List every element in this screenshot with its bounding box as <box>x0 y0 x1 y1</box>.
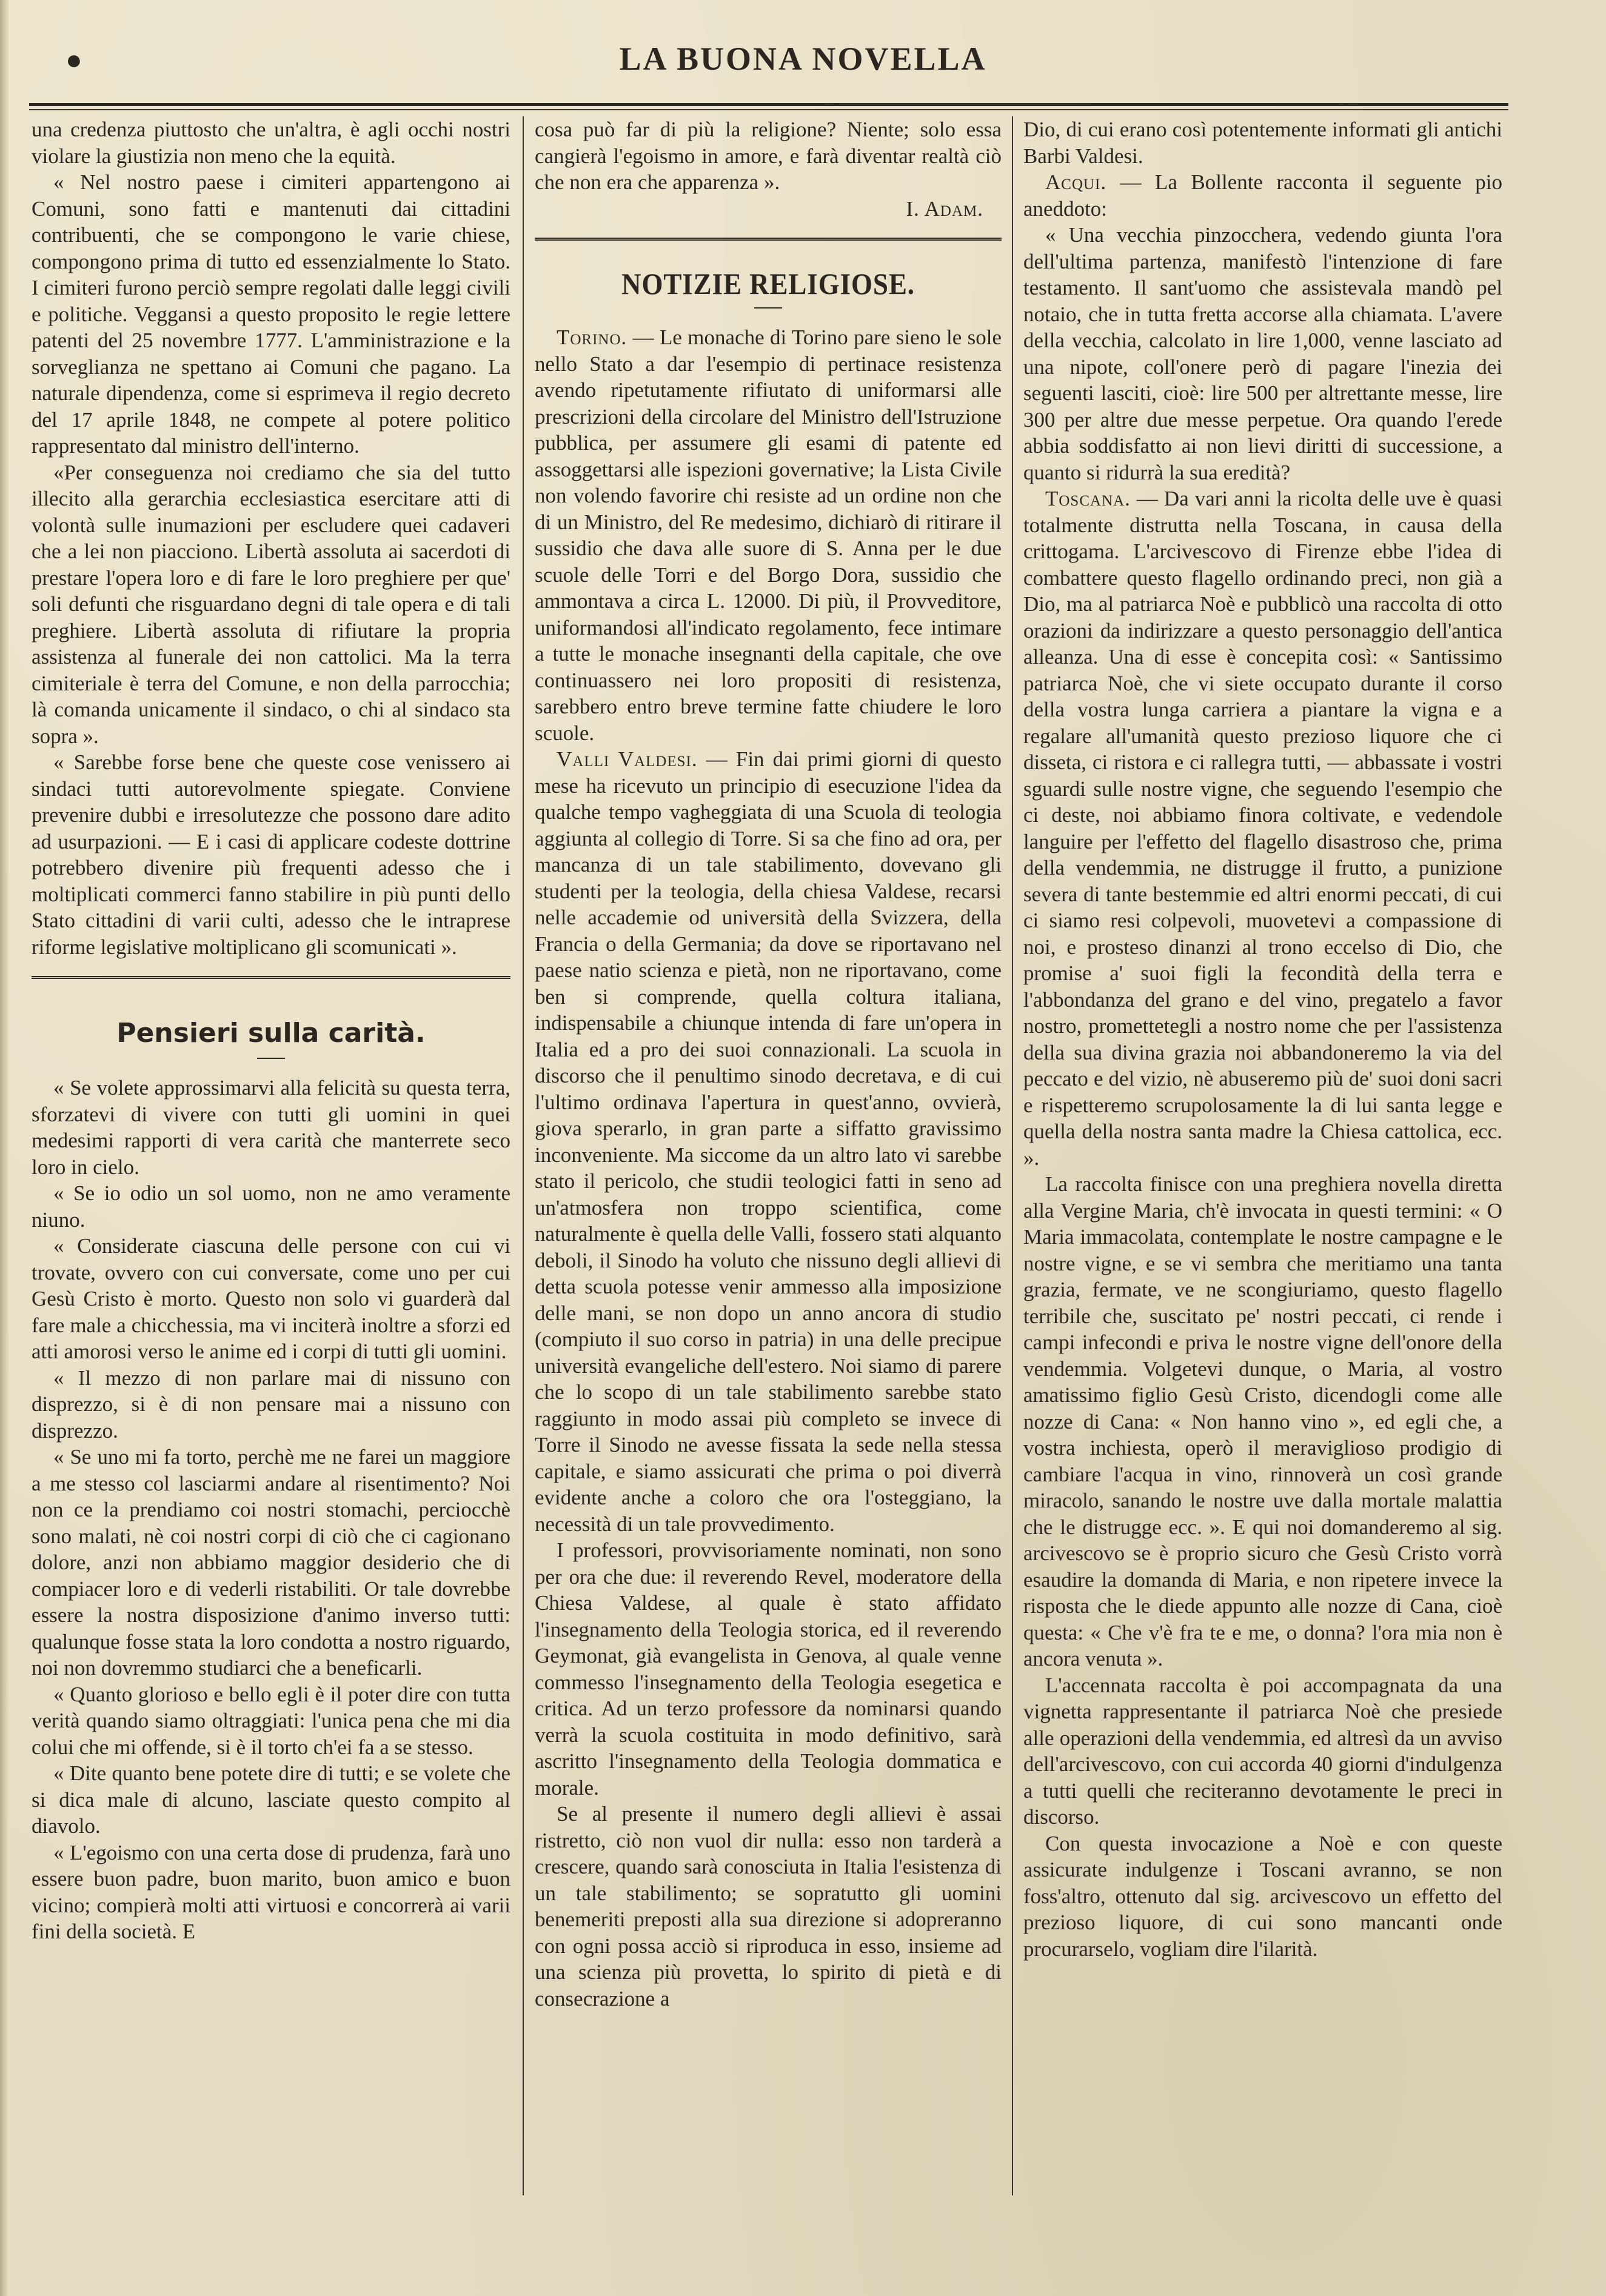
paragraph: « Se uno mi fa torto, perchè me ne farei un maggiore a me stesso col lasciarmi andare al risentimento? Noi non ce la prendiamo coi nostri stomachi, perciocchè sono malati, nè coi nostri corpi di ciò che ci cagionano dolore, anzi non abbiamo maggior desiderio che di compiacer loro e di vederli ristabiliti. Or tale dovrebbe essere la nostra disposizione d'animo inverso tutti: qualunque fosse stata la loro condotta a nostro riguardo, noi non dovremmo studiarci che a beneficarli. <box>32 1445 510 1680</box>
page-edge <box>0 0 8 2296</box>
paragraph: « Considerate ciascuna delle persone con cui vi trovate, ovvero con cui conversate, come uno per cui Gesù Cristo è morto. Questo non solo vi guarderà dal fare male a chicchessia, ma vi inciterà inoltre a sforzi ed atti amorosi verso le anime ed i corpi di tutti gli uomini. <box>32 1234 510 1363</box>
masthead-rule <box>29 103 1508 106</box>
paragraph: « Se volete approssimarvi alla felicità su questa terra, sforzatevi di vivere con tutti gli uomini in quei medesimi rapporti di vera carità che manterrete seco loro in cielo. <box>32 1076 510 1179</box>
item-text: — Fin dai primi giorni di questo mese ha ricevuto un principio di esecuzione l'idea da qualche tempo vagheggiata di una Scuola di teologia aggiunta al collegio di Torre. Si sa che fino ad ora, per mancanza di un tale stabilimento, dovevano gli studenti per la teologia, della chiesa Valdese, recarsi nelle accademie od università della Svizzera, della Francia o della Germania; da dove se riportavano nel paese natio scienza e pietà, non ne riportavano, come ben si comprende, quella coltura italiana, indispensabile a chiunque intenda di fare un'opera in Italia ed a pro dei suoi connazionali. La scuola in discorso che il penultimo sinodo decretava, e di cui l'ultimo ordinava l'apertura in quest'anno, ovvierà, giova sperarlo, in gran parte a siffatto gravissimo inconveniente. Ma siccome da un altro lato vi sarebbe stato il pericolo, che studii teologici fatti in seno ad un'atmosfera non troppo scientifica, come naturalmente è quella delle Valli, fossero stati alquanto deboli, il Sinodo ha voluto che nissuno degli allievi di detta scuola potesse venir ammesso alla imposizione delle mani, se non dopo un anno ancora di studio (compiuto il suo corso in patria) in una delle precipue università evangeliche dell'estero. Noi siamo di parere che lo scopo di un tale stabilimento sarebbe stato raggiunto in modo assai più completo se invece di Torre il Sinodo ne avesse fissata la sede nella stessa capitale, e siamo assicurati che prima o poi diverrà evidente anche a coloro che ora l'osteggiano, la necessità di un tale provvedimento. <box>535 747 1002 1536</box>
masthead-rule-thin <box>29 109 1508 110</box>
signature: I. Adam. <box>906 196 983 221</box>
paragraph: « Quanto glorioso e bello egli è il poter dire con tutta verità quando siamo oltraggiati: l'unica pena che mi dia colui che mi offende, si è il torto ch'ei fa a se stesso. <box>32 1682 510 1759</box>
masthead-title: LA BUONA NOVELLA <box>619 41 987 77</box>
paragraph: una credenza piuttosto che un'altra, è agli occhi nostri violare la giustizia non meno che la equità. <box>32 118 510 168</box>
news-item-valli-valdesi <box>535 746 1002 1537</box>
paragraph: Dio, di cui erano così potentemente informati gli antichi Barbi Valdesi. <box>1023 118 1502 168</box>
paragraph: cosa può far di più la religione? Niente; solo essa cangierà l'egoismo in amore, e farà diventar realtà ciò che non era che apparenza ». <box>535 118 1002 194</box>
news-item-acqui <box>1023 169 1502 222</box>
section-heading: NOTIZIE RELIGIOSE. <box>621 267 915 301</box>
page-dot: ● <box>65 44 82 75</box>
paragraph: « Se io odio un sol uomo, non ne amo veramente niuno. <box>32 1181 510 1232</box>
paragraph: Con questa invocazione a Noè e con queste assicurate indulgenze i Toscani avranno, se non foss'altro, ottenuto dal sig. arcivescovo un effetto del prezioso liquore, di cui sono mancanti onde procurarselo, vogliam dire l'ilarità. <box>1023 1831 1502 1961</box>
item-label: Toscana. <box>1045 487 1131 510</box>
column-2 <box>535 116 1002 2012</box>
news-item-toscana <box>1023 486 1502 1171</box>
paragraph: « Nel nostro paese i cimiteri appartengono ai Comuni, sono fatti e mantenuti dai cittadini contribuenti, che se compongono le varie chiese, compongono prima di tutto ed essenzialmente lo Stato. I cimiteri furono perciò sempre regolati dalle leggi civili e politiche. Veggansi a questo proposito le regie lettere patenti del 25 novembre 1777. L'amministrazione e la sorveglianza ne spettano ai Comuni che pagano. La naturale dipendenza, come si esprimeva il regio decreto del 17 aprile 1848, ne compete al potere politico rappresentato dal ministro dell'interno. <box>32 170 510 458</box>
item-label: Torino. <box>557 325 627 349</box>
paragraph: « Sarebbe forse bene che queste cose venissero ai sindaci tutti autorevolmente spiegate. Conviene prevenire dubbi e irresolutezze che possono dare adito ad usurpazioni. — E i casi di applicare codeste dottrine potrebbero divenire più frequenti adesso che i moltiplicati commerci fanno stabilire in più punti dello Stato cittadini di varii culti, adesso che le intraprese riforme legislative moltiplicano gli scomunicati ». <box>32 750 510 959</box>
paragraph: La raccolta finisce con una preghiera novella diretta alla Vergine Maria, ch'è invocata in questi termini: « O Maria immacolata, contemplate le nostre campagne e le nostre vigne, e se vi sembra che meritiamo una tanta grazia, fermate, ve ne scongiuriamo, questo flagello terribile che, suscitato pe' nostri peccati, ci rende i campi infecondi e priva le nostre vigne dell'onore della vendemmia. Volgetevi dunque, o Maria, al vostro amatissimo figlio Gesù Cristo, dicendogli come alle nozze di Cana: « Non hanno vino », ed egli che, a vostra inchiesta, operò il meraviglioso prodigio di cambiare l'acqua in vino, rinnoverà un così grande miracolo, sanando le nostre uve dalla mortale malattia che le distrugge ecc. ». E qui noi domanderemo al sig. arcivescovo se è proprio sicuro che Gesù Cristo vorrà esaudire la domanda di Maria, e non ripetere invece la risposta che le diede appunto alle nozze di Cana, cioè questa: « Che v'è fra te e me, o donna? l'ora mia non è ancora venuta ». <box>1023 1172 1502 1670</box>
column-divider <box>1012 116 1013 2195</box>
column-3 <box>1023 116 1502 1962</box>
section-heading: Pensieri sulla carità. <box>116 1018 426 1049</box>
section-rule <box>32 976 510 979</box>
paragraph: L'accennata raccolta è poi accompagnata da una vignetta rappresentante il patriarca Noè che presiede alle operazioni della vendemmia, ed altresì da un avviso dell'arcivescovo, con cui accorda 40 giorni d'indulgenza a tutti quelli che reciteranno devotamente le preci in discorso. <box>1023 1673 1502 1829</box>
news-item-torino <box>535 324 1002 746</box>
item-label: Valli Valdesi. <box>557 747 698 771</box>
item-label: Acqui. <box>1045 170 1107 194</box>
paragraph: « Il mezzo di non parlare mai di nissuno con disprezzo, si è di non pensare mai a nissuno con disprezzo. <box>32 1366 510 1443</box>
item-text: — Da vari anni la ricolta delle uve è quasi totalmente distrutta nella Toscana, in causa della crittogama. L'arcivescovo di Firenze ebbe l'idea di combattere questo flagello ordinando preci, non già a Dio, ma al patriarca Noè e pubblicò una raccolta di otto orazioni da indirizzare a questo personaggio dell'antica alleanza. Una di esse è concepita così: « Santissimo patriarca Noè, che vi siete occupato durante il corso della vostra lunga carriera a piantare la vigna e a regalare all'umanità questo prezioso liquore che ci disseta, ci ristora e ci rallegra tutti, — abbassate i vostri sguardi sulle nostre vigne, che seguendo l'esempio che ci deste, noi abbiamo finora coltivate, e vedendole languire per l'effetto del flagello disastroso che, prima della vendemmia, ne distrugge il frutto, a punizione severa di tante bestemmie ed altri enormi peccati, di cui ci siamo resi colpevoli, muovetevi a compassione di noi, e prosteso dinanzi al trono eccelso di Dio, che promise a' suoi figli la fecondità della terra e l'abbondanza del grano e del vino, pregatelo a favor nostro, promettetegli a nostro nome che per l'assistenza della sua divina grazia noi abbandoneremo la via del peccato e del vizio, nè abuseremo più de' suoi doni sacri e rispetteremo scrupolosamente la di lui santa legge e quella della nostra santa madre la Chiesa cattolica, ecc. ». <box>1023 487 1502 1170</box>
item-text: — La Bollente racconta il seguente pio aneddoto: <box>1023 170 1502 221</box>
column-divider <box>523 116 524 2195</box>
paragraph: Se al presente il numero degli allievi è assai ristretto, ciò non vuol dir nulla: esso non tarderà a crescere, quando sarà conosciuta in Italia l'esistenza di un tale stabilimento; se sopratutto gli uomini benemeriti preposti alla sua direzione si adopreranno con ogni possa acciò si riproduca in esso, insieme ad una scienza più provetta, lo spirito di pietà e di consecrazione a <box>535 1802 1002 2011</box>
column-1 <box>32 116 510 1945</box>
section-rule <box>535 238 1002 241</box>
paragraph: « L'egoismo con una certa dose di prudenza, farà uno essere buon padre, buon marito, buon amico e buon vicino; compierà molti atti virtuosi e concorrerà ai varii fini della società. E <box>32 1840 510 1943</box>
short-rule <box>257 1058 285 1059</box>
paragraph: I professori, provvisoriamente nominati, non sono per ora che due: il reverendo Revel, moderatore della Chiesa Valdese, al quale è stato affidato l'insegnamento della Teologia storica, ed il reverendo Geymonat, già evangelista in Genova, al quale venne commesso l'insegnamento della Teologia esegetica e critica. Ad un terzo professore da nominarsi quando verrà la scuola costituita in modo definitivo, sarà ascritto l'insegnamento della Teologia dommatica e morale. <box>535 1538 1002 1800</box>
short-rule <box>754 307 782 309</box>
paragraph: «Per conseguenza noi crediamo che sia del tutto illecito alla gerarchia ecclesiastica esercitare atti di volontà sulle inumazioni per escludere quei cadaveri che a lei non piacciono. Libertà assoluta ai sacerdoti di prestare l'opera loro e di fare le loro preghiere per que' soli defunti che risguardano degni di tale opera e di tali preghiere. Libertà assoluta di rifiutare la propria assistenza al funerale dei non cattolici. Ma la terra cimiteriale è terra del Comune, e non della parrocchia; là comanda unicamente il sindaco, o chi al sindaco sta sopra ». <box>32 460 510 748</box>
item-text: — Le monache di Torino pare sieno le sole nello Stato a dar l'esempio di pertinace resistenza avendo ripetutamente rifiutato di uniformarsi alle prescrizioni della circolare del Ministro dell'Istruzione pubblica, per assumere gli esami di patente ed assoggettarsi alle ispezioni governative; la Lista Civile non volendo favorire chi resiste ad un ordine non che di un Ministro, del Re medesimo, dichiarò di ritirare il sussidio che dava alle suore di S. Anna per le due scuole delle Torri e del Borgo Dora, sussidio che ammontava a circa L. 12000. Di più, il Provveditore, uniformandosi all'indicato regolamento, fece intimare a tutte le monache insegnanti della capitale, che ove continuassero nei loro propositi di resistenza, sarebbero entro breve termine fatte chiudere le loro scuole. <box>535 325 1002 745</box>
paragraph: « Una vecchia pinzocchera, vedendo giunta l'ora dell'ultima partenza, manifestò l'intenzione di fare testamento. Il sant'uomo che assistevala mandò pel notaio, che in tutta fretta accorse alla chiamata. L'avere della vecchia, calcolato in lire 1,000, venne lasciato ad una nipote, coll'onere però di pagare l'inezia dei seguenti lasciti, cioè: lire 500 per altrettante messe, lire 300 per altre due messe perpetue. Ora quando l'erede abbia soddisfatto ai non lievi diritti di successione, a quanto si ridurrà la sua eredità? <box>1023 223 1502 484</box>
paragraph: « Dite quanto bene potete dire di tutti; e se volete che si dica male di alcuno, lasciate questo compito al diavolo. <box>32 1761 510 1838</box>
